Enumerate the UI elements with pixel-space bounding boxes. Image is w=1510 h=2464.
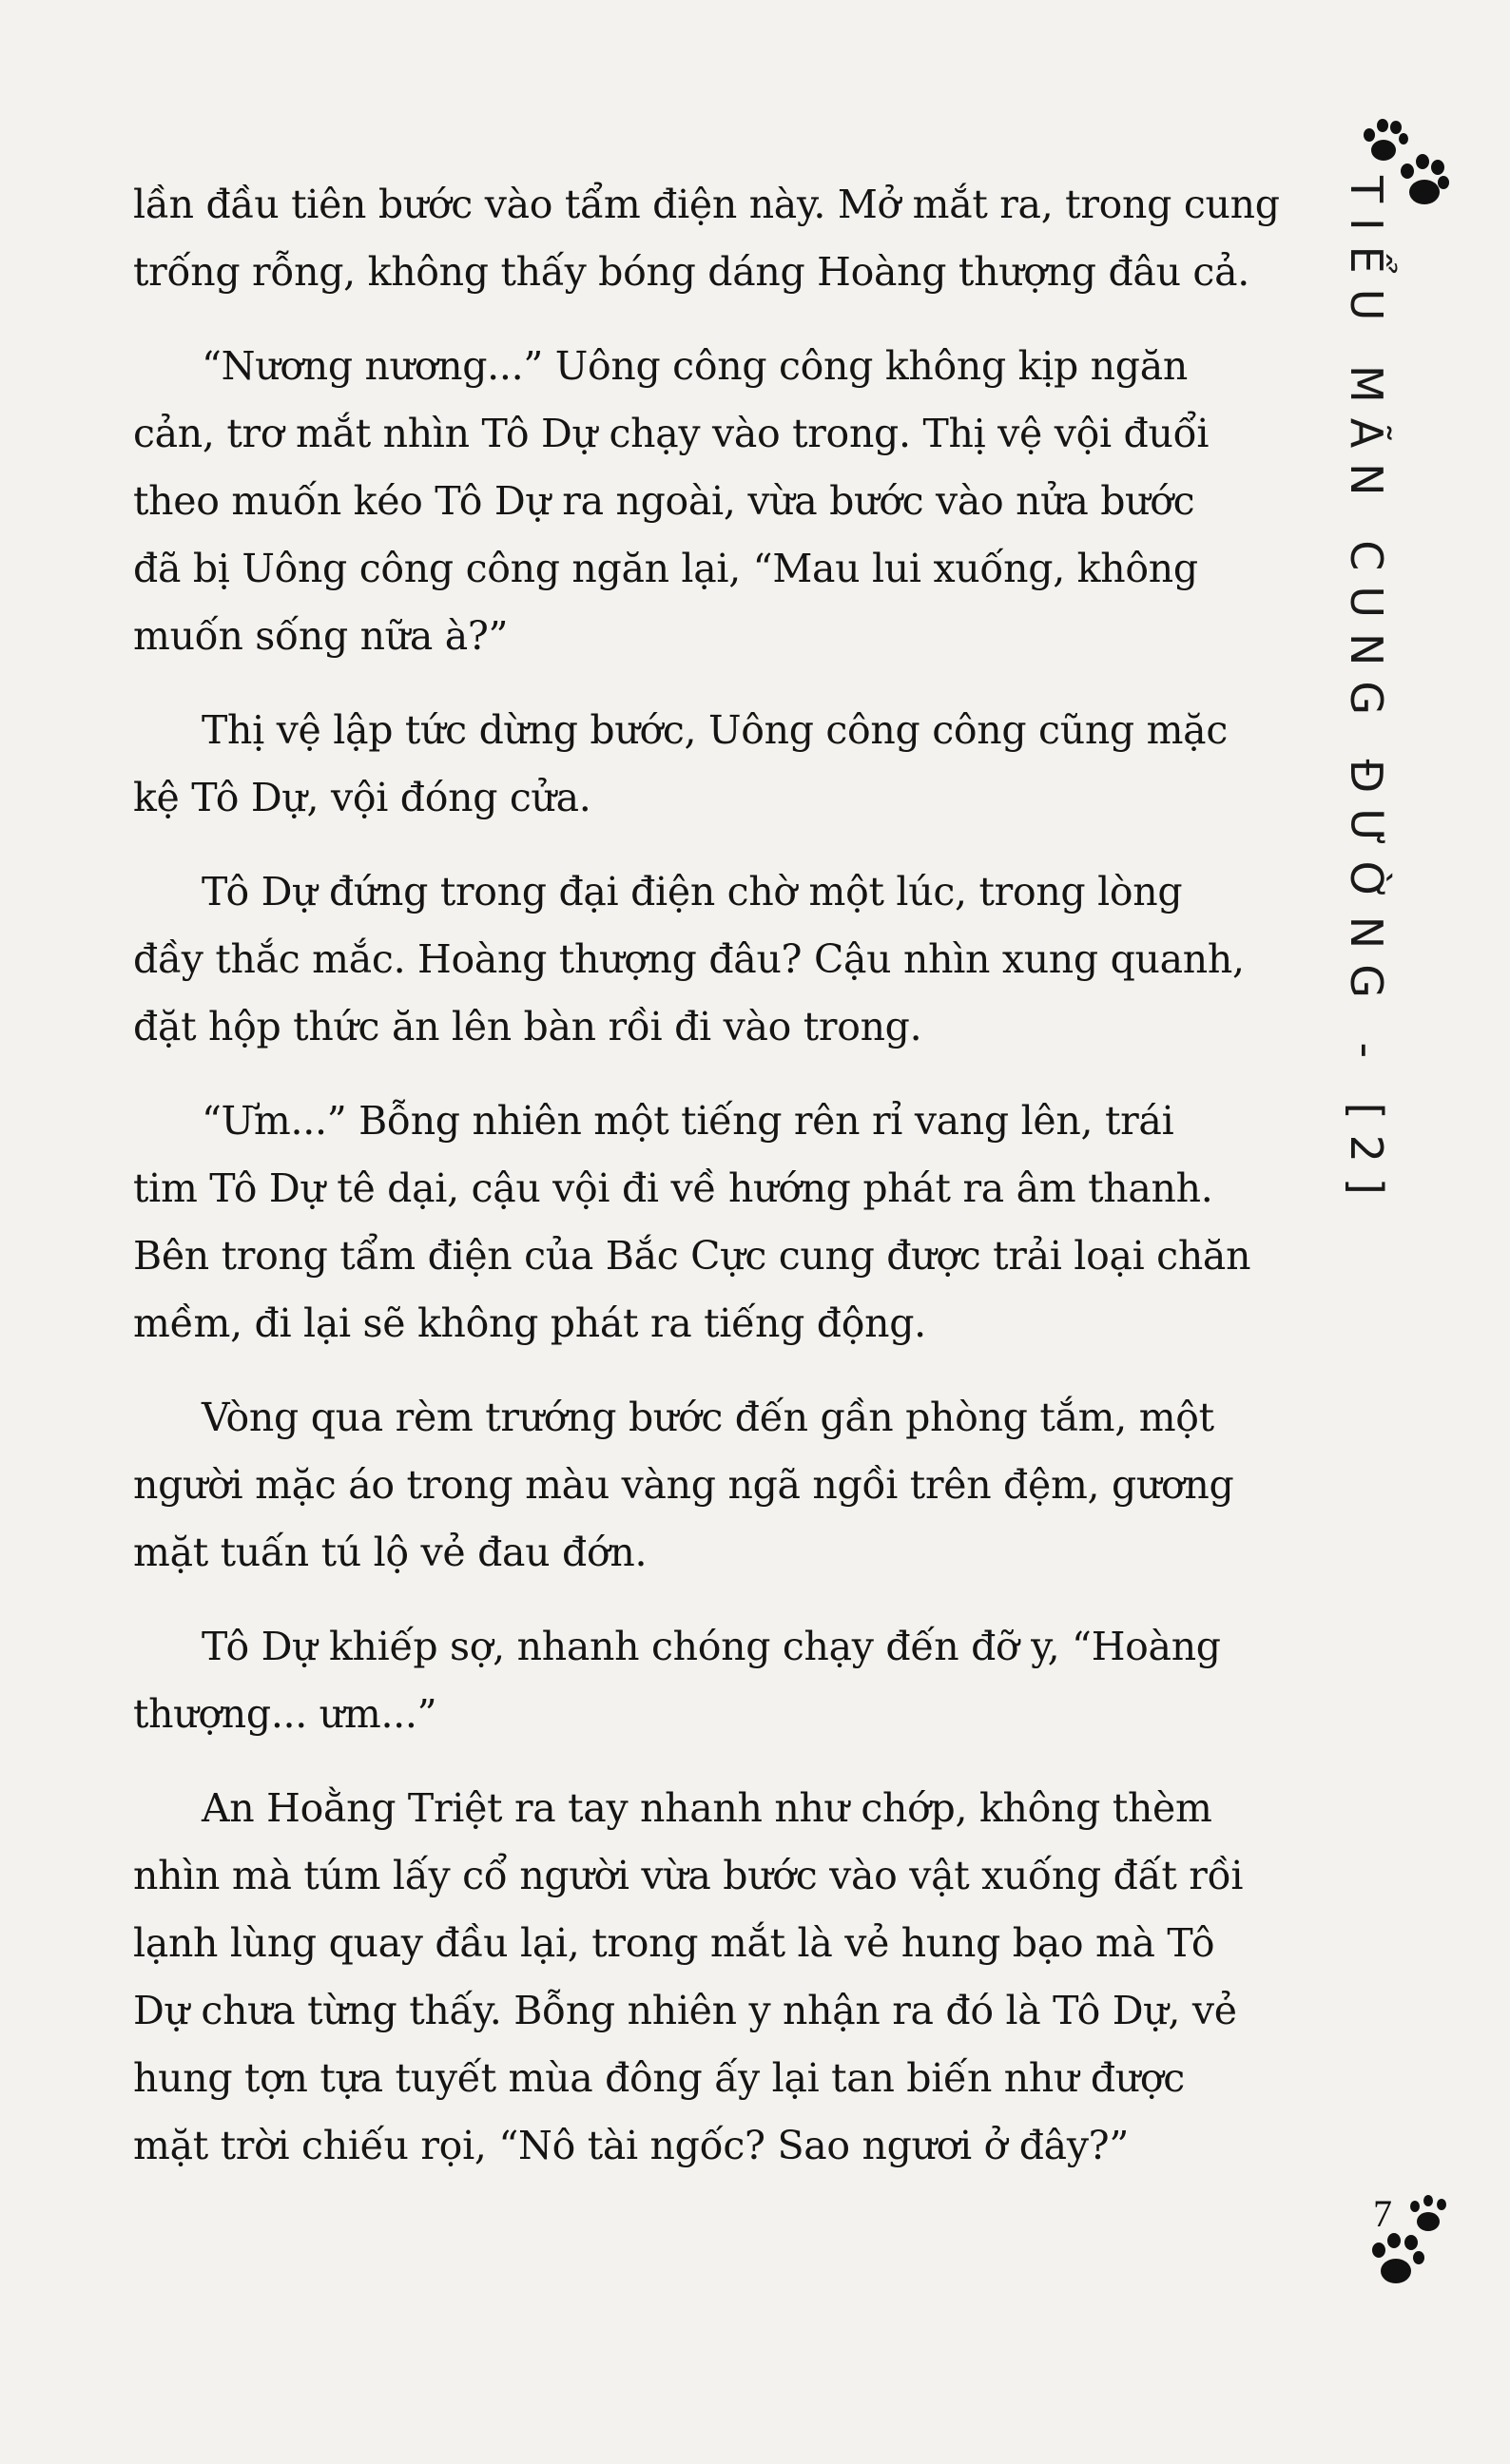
text-line: lạnh lùng quay đầu lại, trong mắt là vẻ hung bạo mà Tô bbox=[133, 1920, 1215, 1966]
text-line: Tô Dự khiếp sợ, nhanh chóng chạy đến đỡ y, “Hoàng bbox=[202, 1624, 1221, 1669]
paw-print-icon-bottom bbox=[1360, 2191, 1464, 2305]
text-line: Thị vệ lập tức dừng bước, Uông công công cũng mặc bbox=[202, 707, 1228, 753]
text-line: nhìn mà túm lấy cổ người vừa bước vào vật xuống đất rồi bbox=[133, 1853, 1244, 1898]
text-line: mặt tuấn tú lộ vẻ đau đớn. bbox=[133, 1530, 648, 1575]
text-line: muốn sống nữa à?” bbox=[133, 613, 509, 659]
paragraph bbox=[133, 333, 1312, 670]
text-line: hung tợn tựa tuyết mùa đông ấy lại tan biến như được bbox=[133, 2055, 1185, 2101]
body-text bbox=[133, 171, 1312, 2206]
text-line: theo muốn kéo Tô Dự ra ngoài, vừa bước vào nửa bước bbox=[133, 478, 1195, 524]
text-line: “Ưm...” Bỗng nhiên một tiếng rên rỉ vang lên, trái bbox=[202, 1098, 1174, 1144]
text-line: Tô Dự đứng trong đại điện chờ một lúc, trong lòng bbox=[202, 869, 1183, 914]
text-line: Dự chưa từng thấy. Bỗng nhiên y nhận ra đó là Tô Dự, vẻ bbox=[133, 1988, 1237, 2033]
text-line: đặt hộp thức ăn lên bàn rồi đi vào trong. bbox=[133, 1004, 922, 1049]
text-line: thượng... ưm...” bbox=[133, 1691, 437, 1737]
text-line: “Nương nương...” Uông công công không kịp ngăn bbox=[202, 343, 1188, 389]
paragraph bbox=[133, 1384, 1312, 1587]
text-line: kệ Tô Dự, vội đóng cửa. bbox=[133, 775, 591, 820]
text-line: An Hoằng Triệt ra tay nhanh như chớp, không thèm bbox=[202, 1785, 1212, 1831]
text-line: mặt trời chiếu rọi, “Nô tài ngốc? Sao ngươi ở đây?” bbox=[133, 2123, 1130, 2168]
text-line: trống rỗng, không thấy bóng dáng Hoàng thượng đâu cả. bbox=[133, 249, 1249, 295]
running-header: TIỂU MÃN CUNG ĐƯỜNG - [2] bbox=[1341, 176, 1392, 1210]
paragraph bbox=[133, 171, 1312, 306]
page-number: 7 bbox=[1373, 2192, 1392, 2235]
text-line: cản, trơ mắt nhìn Tô Dự chạy vào trong. Thị vệ vội đuổi bbox=[133, 411, 1210, 456]
text-line: đã bị Uông công công ngăn lại, “Mau lui xuống, không bbox=[133, 546, 1198, 591]
paragraph bbox=[133, 1613, 1312, 1748]
text-line: đầy thắc mắc. Hoàng thượng đâu? Cậu nhìn xung quanh, bbox=[133, 936, 1245, 982]
paragraph bbox=[133, 1775, 1312, 2180]
text-line: tim Tô Dự tê dại, cậu vội đi về hướng phát ra âm thanh. bbox=[133, 1165, 1213, 1211]
paragraph bbox=[133, 858, 1312, 1061]
text-line: Bên trong tẩm điện của Bắc Cực cung được trải loại chăn bbox=[133, 1233, 1251, 1279]
text-line: mềm, đi lại sẽ không phát ra tiếng động. bbox=[133, 1300, 926, 1346]
paragraph bbox=[133, 1088, 1312, 1357]
text-line: lần đầu tiên bước vào tẩm điện này. Mở mắt ra, trong cung bbox=[133, 182, 1280, 227]
text-line: Vòng qua rèm trướng bước đến gần phòng tắm, một bbox=[202, 1395, 1214, 1440]
paragraph bbox=[133, 697, 1312, 832]
text-line: người mặc áo trong màu vàng ngã ngồi trên đệm, gương bbox=[133, 1462, 1234, 1508]
